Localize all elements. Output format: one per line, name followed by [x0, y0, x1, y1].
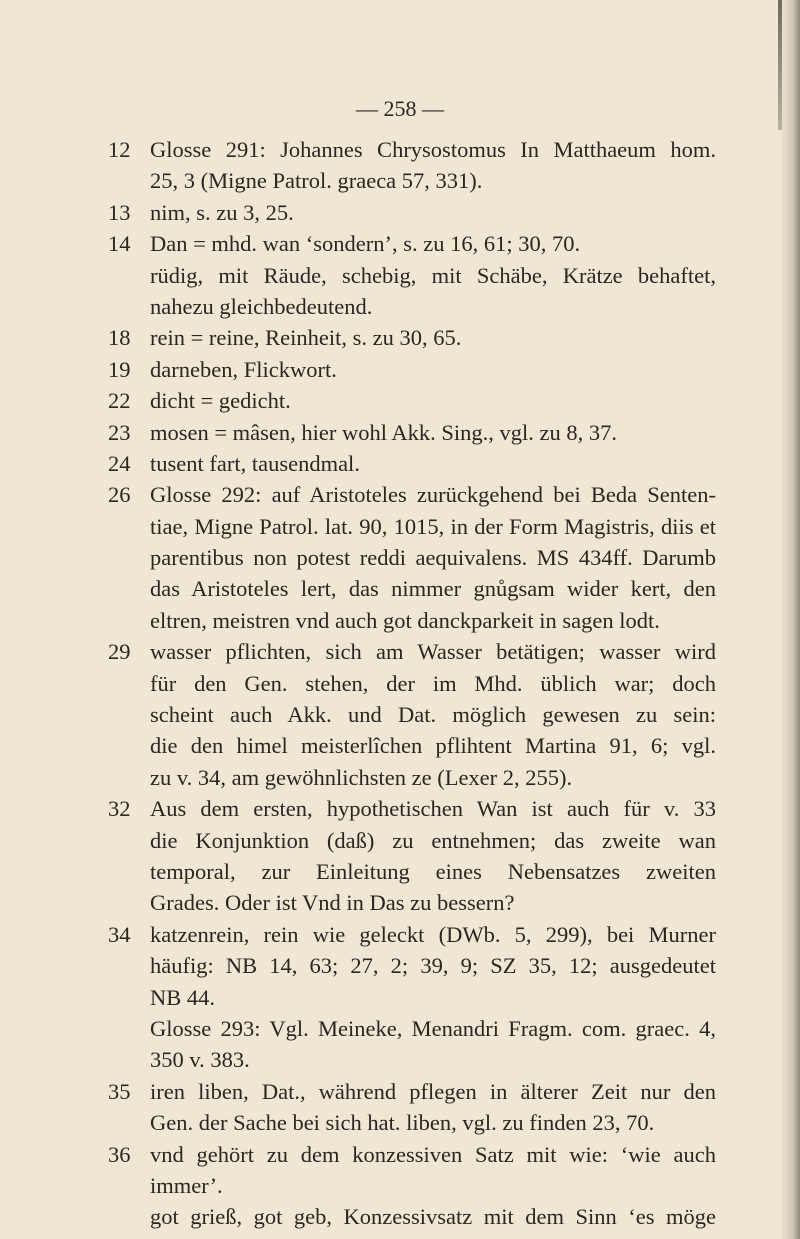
line-text: Gen. der Sache bei sich hat. liben, vgl. zu finden 23, 70.	[150, 1110, 655, 1136]
line-number: 13	[108, 199, 131, 225]
line-text: das Aristoteles lert, das nimmer gnůgsam wider kert, den	[150, 576, 716, 602]
text-line	[108, 856, 716, 887]
line-text: Dan = mhd. wan ‘sondern’, s. zu 16, 61; 30, 70.	[150, 231, 581, 257]
text-line	[108, 825, 716, 856]
line-text: Aus dem ersten, hypothetischen Wan ist auch für v. 33	[150, 796, 716, 822]
line-text: zu v. 34, am gewöhnlichsten ze (Lexer 2, 255).	[150, 764, 573, 790]
line-number: 22	[108, 388, 131, 414]
page-number: — 258 —	[356, 96, 444, 121]
text-line	[108, 793, 716, 824]
line-text: die den himel meisterlîchen pflihtent Martina 91, 6; vgl.	[150, 733, 716, 759]
text-line	[108, 1107, 716, 1138]
text-line	[108, 636, 716, 667]
line-text: got grieß, got geb, Konzessivsatz mit dem Sinn ‘es möge	[150, 1204, 716, 1230]
line-text: tiae, Migne Patrol. lat. 90, 1015, in der Form Magistris, diis et	[150, 513, 716, 539]
line-number: 29	[108, 639, 131, 665]
line-text: Glosse 291: Johannes Chrysostomus In Matthaeum hom.	[150, 137, 716, 162]
line-text: tusent fart, tausendmal.	[150, 450, 360, 476]
text-line	[108, 448, 716, 479]
line-number: 18	[108, 325, 131, 351]
text-line	[108, 511, 716, 542]
text-line	[108, 479, 716, 510]
line-text: temporal, zur Einleitung eines Nebensatzes zweiten	[150, 858, 716, 884]
line-text: 25, 3 (Migne Patrol. graeca 57, 331).	[150, 168, 483, 194]
text-line	[108, 982, 716, 1013]
line-number: 12	[108, 137, 131, 162]
text-line	[108, 385, 716, 416]
line-number: 34	[108, 921, 131, 947]
line-text: vnd gehört zu dem konzessiven Satz mit wie: ‘wie auch	[150, 1141, 716, 1167]
line-text: häufig: NB 14, 63; 27, 2; 39, 9; SZ 35, 12; ausgedeutet	[150, 953, 716, 979]
line-text: Glosse 293: Vgl. Meineke, Menandri Fragm. com. graec. 4,	[150, 1015, 716, 1041]
text-line	[108, 228, 716, 259]
text-line	[108, 1139, 716, 1170]
text-line	[108, 887, 716, 918]
text-line	[108, 354, 716, 385]
line-number: 19	[108, 356, 131, 382]
text-line	[108, 1013, 716, 1044]
line-text: nahezu gleichbedeutend.	[150, 293, 373, 319]
line-text: rein = reine, Reinheit, s. zu 30, 65.	[150, 325, 462, 351]
text-line	[108, 605, 716, 636]
text-line	[108, 699, 716, 730]
text-line	[108, 291, 716, 322]
scan-edge	[782, 0, 800, 1239]
line-number: 32	[108, 796, 131, 822]
line-number: 23	[108, 419, 131, 445]
text-line	[108, 730, 716, 761]
text-line	[108, 573, 716, 604]
line-text: katzenrein, rein wie geleckt (DWb. 5, 299), bei Murner	[150, 921, 716, 947]
text-line	[108, 668, 716, 699]
line-text: für den Gen. stehen, der im Mhd. üblich war; doch	[150, 670, 716, 696]
text-line	[108, 260, 716, 291]
line-number: 24	[108, 450, 131, 476]
text-line	[108, 950, 716, 981]
line-text: darneben, Flickwort.	[150, 356, 337, 382]
line-text: mosen = mâsen, hier wohl Akk. Sing., vgl. zu 8, 37.	[150, 419, 618, 445]
line-text: Glosse 292: auf Aristoteles zurückgehend bei Beda Senten-	[150, 482, 716, 508]
text-line	[108, 1170, 716, 1201]
text-line	[108, 1201, 716, 1232]
line-text: dicht = gedicht.	[150, 388, 291, 414]
line-number: 36	[108, 1141, 131, 1167]
line-text: iren liben, Dat., während pflegen in älterer Zeit nur den	[150, 1078, 716, 1104]
text-line	[108, 197, 716, 228]
line-text: eltren, meistren vnd auch got danckparkeit in sagen lodt.	[150, 607, 660, 633]
line-number: 35	[108, 1078, 131, 1104]
text-line	[108, 322, 716, 353]
text-line	[108, 1076, 716, 1107]
text-line	[108, 542, 716, 573]
text-line	[108, 1044, 716, 1075]
text-line	[108, 417, 716, 448]
text-line	[108, 134, 716, 165]
line-text: wasser pflichten, sich am Wasser betätigen; wasser wird	[150, 639, 716, 665]
line-number: 26	[108, 482, 131, 508]
line-text: scheint auch Akk. und Dat. möglich gewesen zu sein:	[150, 702, 716, 728]
line-text: die Konjunktion (daß) zu entnehmen; das zweite wan	[150, 827, 716, 853]
line-text: 350 v. 383.	[150, 1047, 250, 1073]
line-text: immer’.	[150, 1172, 223, 1198]
commentary-text	[108, 134, 716, 1233]
line-text: rüdig, mit Räude, schebig, mit Schäbe, Krätze behaftet,	[150, 262, 716, 288]
text-line	[108, 165, 716, 196]
line-text: nim, s. zu 3, 25.	[150, 199, 294, 225]
line-text: parentibus non potest reddi aequivalens. MS 434ff. Darumb	[150, 545, 716, 571]
text-line	[108, 919, 716, 950]
line-number: 14	[108, 231, 131, 257]
line-text: NB 44.	[150, 984, 216, 1010]
text-line	[108, 762, 716, 793]
line-text: Grades. Oder ist Vnd in Das zu bessern?	[150, 890, 515, 916]
